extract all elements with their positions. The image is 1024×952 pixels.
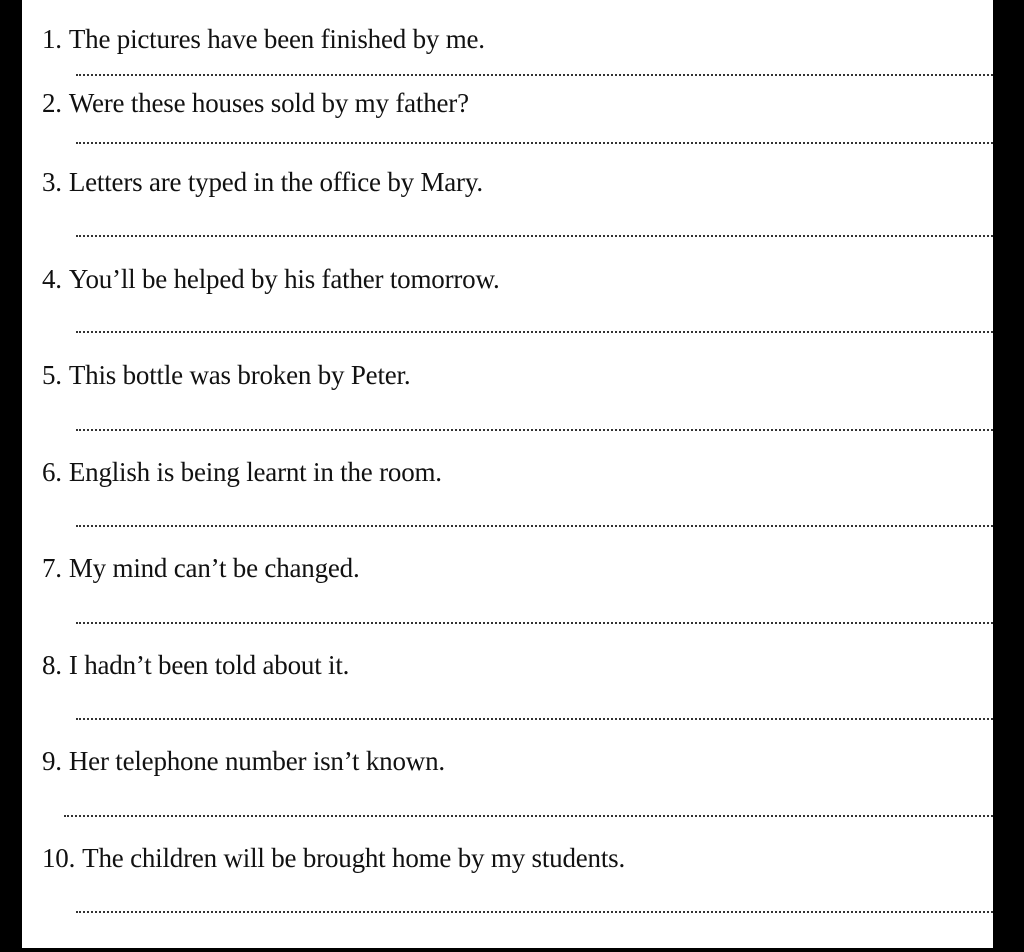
- question-text: [42, 455, 442, 489]
- question-item: [22, 744, 993, 840]
- question-item: [22, 648, 993, 744]
- answer-line[interactable]: [76, 142, 993, 144]
- question-sentence: Letters are typed in the office by Mary.: [68, 167, 483, 197]
- question-number: 9.: [42, 746, 62, 776]
- question-sentence: Were these houses sold by my father?: [68, 88, 469, 118]
- question-sentence: This bottle was broken by Peter.: [68, 360, 411, 390]
- question-text: [42, 744, 445, 778]
- question-number: 1.: [42, 24, 62, 54]
- question-item: [22, 841, 993, 937]
- question-sentence: The children will be brought home by my students.: [82, 843, 626, 873]
- question-number: 7.: [42, 553, 62, 583]
- answer-line[interactable]: [76, 911, 993, 913]
- answer-line[interactable]: [76, 525, 993, 527]
- answer-line[interactable]: [76, 429, 993, 431]
- question-number: 4.: [42, 264, 62, 294]
- answer-line[interactable]: [64, 815, 993, 817]
- question-text: [42, 165, 483, 199]
- question-text: [42, 841, 625, 875]
- question-number: 5.: [42, 360, 62, 390]
- question-item: [22, 455, 993, 551]
- question-sentence: You’ll be helped by his father tomorrow.: [68, 264, 500, 294]
- question-text: [42, 262, 500, 296]
- question-item: [22, 165, 993, 261]
- question-sentence: My mind can’t be changed.: [68, 553, 360, 583]
- answer-line[interactable]: [76, 235, 993, 237]
- question-text: [42, 86, 469, 120]
- question-number: 3.: [42, 167, 62, 197]
- worksheet-page: [22, 0, 993, 948]
- question-text: [42, 551, 360, 585]
- question-item: [22, 551, 993, 647]
- question-text: [42, 358, 410, 392]
- question-number: 10.: [42, 843, 76, 873]
- question-number: 8.: [42, 650, 62, 680]
- answer-line[interactable]: [76, 718, 993, 720]
- question-sentence: English is being learnt in the room.: [68, 457, 442, 487]
- question-text: [42, 22, 485, 56]
- question-number: 6.: [42, 457, 62, 487]
- question-text: [42, 648, 349, 682]
- answer-line[interactable]: [76, 331, 993, 333]
- question-number: 2.: [42, 88, 62, 118]
- question-sentence: I hadn’t been told about it.: [68, 650, 350, 680]
- question-item: [22, 262, 993, 358]
- answer-line[interactable]: [76, 74, 993, 76]
- question-sentence: The pictures have been finished by me.: [68, 24, 485, 54]
- question-item: [22, 358, 993, 454]
- question-sentence: Her telephone number isn’t known.: [68, 746, 445, 776]
- answer-line[interactable]: [76, 622, 993, 624]
